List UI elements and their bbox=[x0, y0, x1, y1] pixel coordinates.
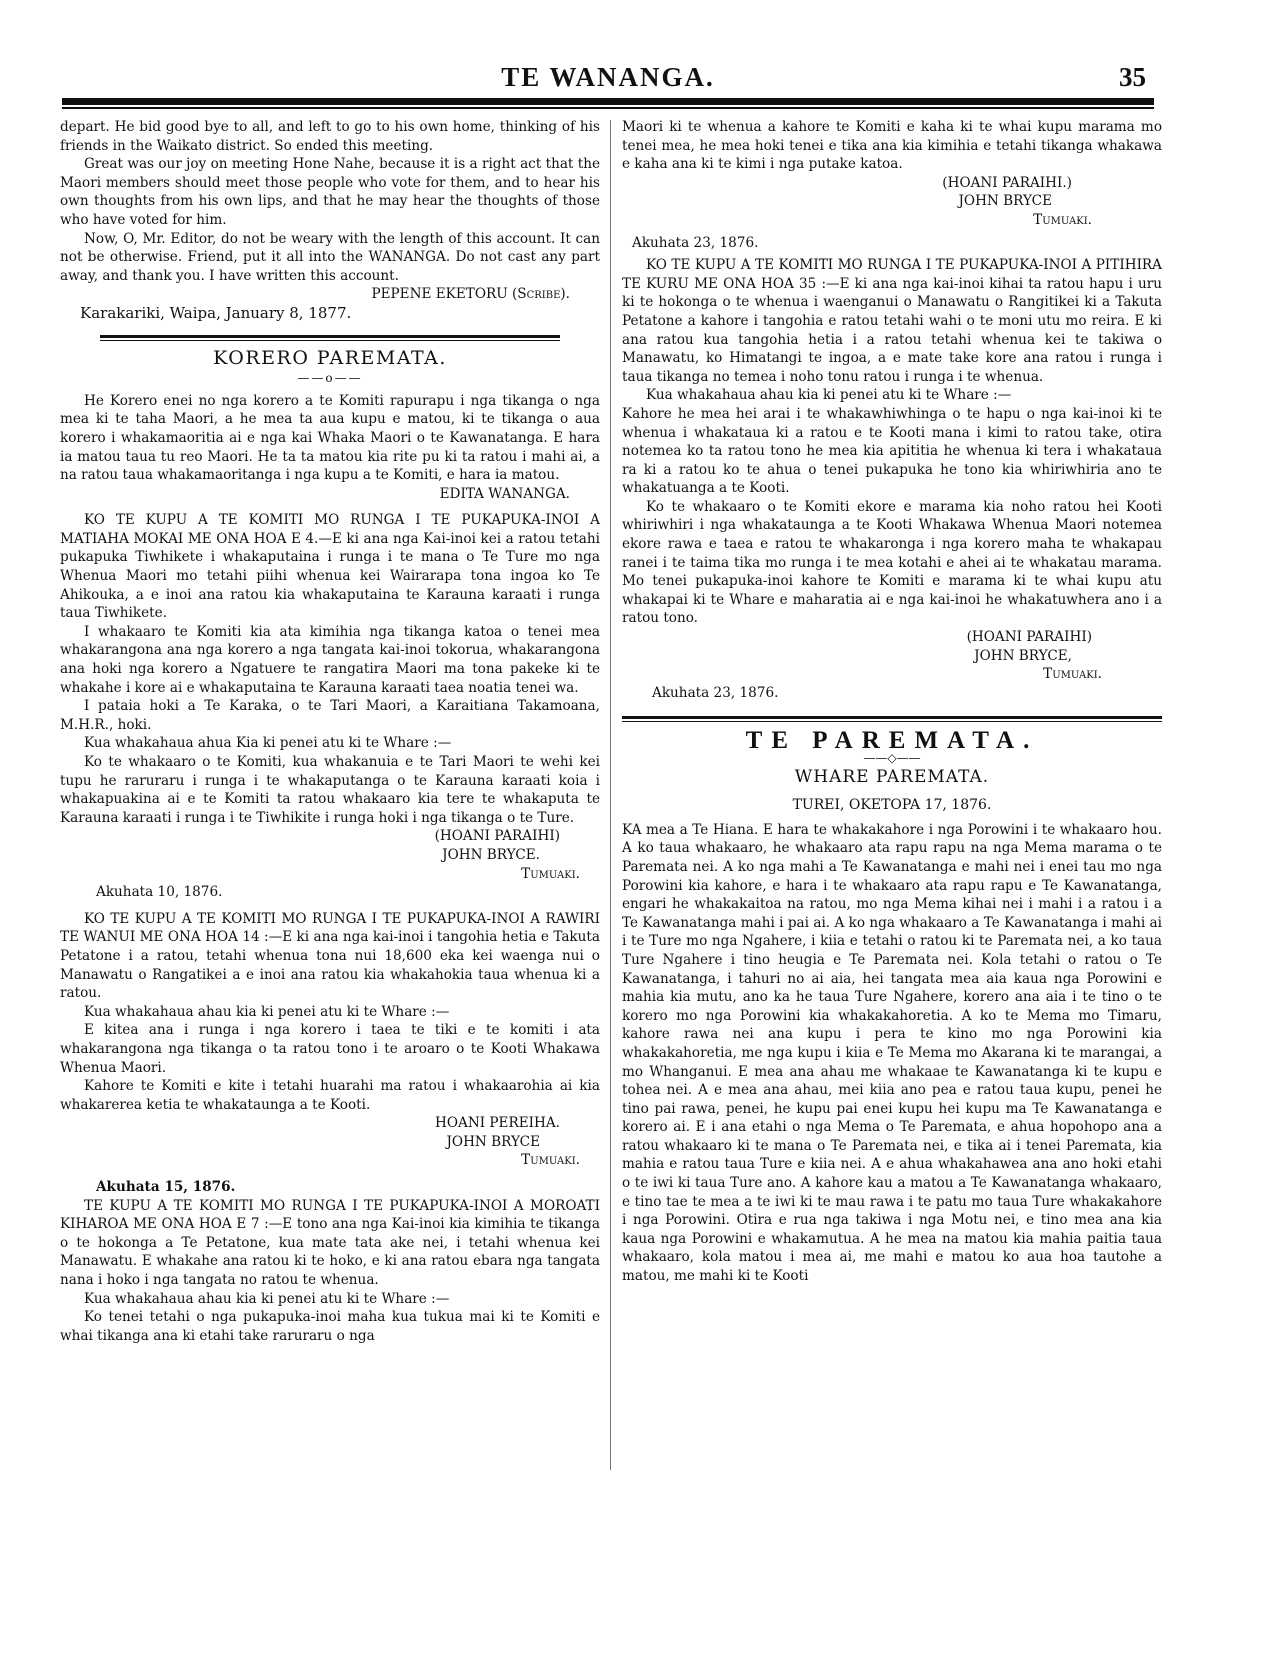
paragraph: KO TE KUPU A TE KOMITI MO RUNGA I TE PUKAPUKA-INOI A PITIHIRA TE KURU ME ONA HOA 35 :—E ki ana nga kai-inoi kihai ta ratou hapu i uru ki te hokonga o te whenua i waenganui o Manawatu o Rangitikei ki a Takuta Petatone a kahore i tangohia e ratou tetahi wahi o te moni utu mo reira. E ki ana ratou kua tangohia hetia i a ratou tetahi whenua kei te takiwa o Manawatu, ko Himatangi te ingoa, a e mate take kore ana ratou i runga i taua tikanga no temea i noho tonu ratou i runga i te whenua. bbox=[622, 257, 1162, 385]
signature-block bbox=[60, 1114, 580, 1170]
section-rule bbox=[100, 335, 560, 341]
paragraph: Kua whakahaua ahau kia ki penei atu ki te Whare :— bbox=[84, 1003, 450, 1020]
paragraph: TE KUPU A TE KOMITI MO RUNGA I TE PUKAPUKA-INOI A MOROATI KIHAROA ME ONA HOA E 7 :—E tono ana nga Kai-inoi kia kimihia te tikanga o te hokonga a Te Petatone, kua mate tata ake nei, i tetahi whenua kei Manawatu. E whakahe ana ratou ki te hoko, e ki ana ratou ebara nga tangata nana i hoko i nga tangata no ratou te whenua. bbox=[60, 1197, 600, 1289]
dateline: Akuhata 23, 1876. bbox=[632, 234, 759, 251]
paragraph: KO TE KUPU A TE KOMITI MO RUNGA I TE PUKAPUKA-INOI A RAWIRI TE WANUI ME ONA HOA 14 :—E ki ana nga kai-inoi i tangohia hetia e Takuta Petatone i a ratou, tetahi whenua tona nui 18,600 eka kei waenga nui o Manawatu o Rangatikei a e inoi ana ratou kia whakahokia taua whenua ki a ratou. bbox=[60, 910, 600, 1002]
signature-line: (HOANI PARAIHI) bbox=[434, 828, 560, 845]
signature-line: Tumuaki. bbox=[1043, 666, 1102, 683]
page-number: 35 bbox=[1119, 62, 1146, 92]
right-column bbox=[622, 118, 1162, 1286]
paragraph: He Korero enei no nga korero a te Komiti rapurapu i nga tikanga o nga mea ki te taha Maori, a he mea ta aua kupu e matou, ki te tikanga o aua korero i whakamaoritia ai e nga kai Whaka Maori o te Kawanatanga. E hara ia matou taua tu reo Maori. He ta ta matou kia rite pu ki ta ratou i mahi ai, a na ratou taua whakamaoritanga i nga kupu a te Komiti, e hara ia matou. bbox=[60, 392, 600, 484]
signature-block bbox=[60, 827, 580, 883]
paragraph: Kua whakahaua ahua Kia ki penei atu ki te Whare :— bbox=[84, 735, 452, 752]
left-column bbox=[60, 118, 600, 1345]
signature-line: (HOANI PARAIHI) bbox=[966, 629, 1092, 646]
dateline: Karakariki, Waipa, January 8, 1877. bbox=[80, 303, 352, 322]
paragraph: Kahore te Komiti e kite i tetahi huarahi ma ratou i whakaarohia ai kia whakarerea ketia te whakataunga a te Kooti. bbox=[60, 1078, 600, 1113]
paragraph: KO TE KUPU A TE KOMITI MO RUNGA I TE PUKAPUKA-INOI A MATIAHA MOKAI ME ONA HOA E 4.—E ki ana nga Kai-inoi kei a ratou tetahi pukapuka Tiwhikete i whakaputaina i runga i te mana o Te Ture mo nga Whenua Maori mo tetahi piihi whenua kei Wairarapa tona ingoa ko Te Ahikouka, a e inoi ana ratou kia whakaputaina te Karauna karaati i runga taua Tiwhikete. bbox=[60, 512, 600, 622]
paragraph: Maori ki te whenua a kahore te Komiti e kaha ki te whai kupu marama mo tenei mea, he mea hoki tenei e tika ana kia kimihia e tetahi tikanga whakawa e kaha ana ki te kimi i nga putake katoa. bbox=[622, 119, 1162, 173]
signature-line: Tumuaki. bbox=[521, 865, 580, 882]
paragraph: I whakaaro te Komiti kia ata kimihia nga tikanga katoa o tenei mea whakarangona ana nga korero a nga tangata kai-inoi tokorua, whakarangona ana hoki nga korero a Ngatuere te rangatira Maori ma tona pakeke ki te whakahe i kore ai e whakaputaina te Karauna karaati taea noatia tenei wa. bbox=[60, 623, 600, 696]
masthead bbox=[62, 62, 1154, 102]
signature-line: HOANI PEREIHA. bbox=[435, 1115, 560, 1132]
signature-line: JOHN BRYCE bbox=[446, 1133, 540, 1150]
paragraph: E kitea ana i runga i nga korero i taea te tiki e te komiti i ata whakarangona nga tikanga o ta ratou tono i te aroaro o te Kooti Whakawa Whenua Maori. bbox=[60, 1022, 600, 1076]
paragraph: Great was our joy on meeting Hone Nahe, because it is a right act that the Maori members should meet those people who vote for them, and to hear his own thoughts from his own lips, and that he may hear the thoughts of those who have voted for him. bbox=[60, 156, 600, 228]
signature-line: Tumuaki. bbox=[521, 1152, 580, 1169]
signature-line: JOHN BRYCE. bbox=[442, 846, 540, 863]
dateline: Akuhata 15, 1876. bbox=[96, 1179, 236, 1196]
editor-signature: EDITA WANANGA. bbox=[439, 485, 570, 502]
header-rule bbox=[62, 98, 1154, 105]
newspaper-title: TE WANANGA. bbox=[501, 62, 715, 92]
paragraph: Ko te whakaaro o te Komiti ekore e marama kia noho ratou hei Kooti whiriwhiri i nga whakataunga a te Kooti Whakawa Whenua Maori notemea ekore rawa e taea e ratou te whakaronga i nga korero maha te whakapau ranei i te taima tika mo runga i te mea kotahi e ahei ai te whakatau marama. Mo tenei pukapuka-inoi kahore te Komiti e marama ki te whai kupu atu whakapai ki te Whare e maharatia ai e nga kai-inoi he whakatuwhera ano i a ratou tono. bbox=[622, 498, 1162, 627]
column-divider bbox=[610, 120, 611, 1470]
signature-line: Tumuaki. bbox=[1033, 211, 1092, 228]
header-rule-thin bbox=[62, 107, 1154, 109]
paragraph: Kahore he mea hei arai i te whakawhiwhinga o te hapu o nga kai-inoi ki te whenua i whakataua ki a ratou e te Kooti mana i kimi to ratou take, otira notemea ko ta ratou tono he mea kia apititia he whenua ki tera i whakataua ra ki a ratou ko te ahua o tenei pukapuka he tono kia whiriwhiria ano te whakatuanga a te Kooti. bbox=[622, 405, 1162, 497]
paragraph: Kua whakahaua ahau kia ki penei atu ki te Whare :— bbox=[646, 387, 1012, 404]
signature-line: JOHN BRYCE, bbox=[974, 647, 1072, 664]
paragraph: I pataia hoki a Te Karaka, o te Tari Maori, a Karaitiana Takamoana, M.H.R., hoki. bbox=[60, 698, 600, 733]
paragraph: depart. He bid good bye to all, and left to go to his own home, thinking of his friends in the Waikato district. So ended this meeting. bbox=[60, 119, 600, 154]
section-ornament: ——o—— bbox=[297, 371, 363, 386]
section-subtitle: WHARE PAREMATA. bbox=[794, 766, 990, 787]
paragraph: Ko te whakaaro o te Komiti, kua whakanuia e te Tari Maori te wehi kei tupu he raruraru i runga i te whakaputanga o te Karauna karaati koia i whakapuakina ai e te Komiti ta ratou whakaaro kia tere te whakaputa te Karauna karaati i runga i te Tiwhikite i runga hoki i nga tikanga o te Ture. bbox=[60, 754, 600, 826]
section-title: KORERO PAREMATA. bbox=[213, 346, 447, 369]
paragraph: Ko tenei tetahi o nga pukapuka-inoi maha kua tukua mai ki te Komiti e whai tikanga ana ki etahi take raruraru o nga bbox=[60, 1309, 600, 1344]
section-title: TE PAREMATA. bbox=[745, 727, 1039, 755]
signature-line: JOHN BRYCE bbox=[958, 193, 1052, 210]
paragraph: Now, O, Mr. Editor, do not be weary with the length of this account. It can not be otherwise. Friend, put it all into the WANANGA. Do not cast any part away, and thank you. I have written this account. bbox=[60, 230, 600, 284]
dateline: Akuhata 10, 1876. bbox=[96, 884, 223, 901]
paragraph: KA mea a Te Hiana. E hara te whakakahore i nga Porowini i te whakaaro hou. A ko taua whakaaro, he whakaaro ata rapu rapu na nga Mema marama o te Paremata nei. A ko nga mahi a Te Kawanatanga e mahi nei i enei tau mo nga Porowini kia kahore, e hara i te whakaaro ata rapu rapu e Te Kawanatanga, engari he whakakaitoa na ratou, mo nga Mema kihai nei i mahi i a ratou i a Te Kawanatanga mahi i pai ai. A ko nga whakaaro a Te Kawanatanga i mahi ai i te Ture mo nga Ngahere, i kiia e tetahi o ratou ki te Paremata nei, a ko taua Ture Ngahere i tino heugia e Te Paremata nei. Kola tetahi o ratou o Te Kawanatanga, i tahuri no ai aia, hei tangata mea aia kaua nga Porowini e mahia kia mutu, ano ka he taua Ture Ngahere, korero ana aia i te tino o te korero mo nga Porowini kia whakakahoretia. A ko te Mema mo Timaru, kahore rawa nei ana kupu i pera te kino mo nga Porowini kia whakakahoretia, me nga kupu i kiia e Te Mema mo Akarana ki te marangai, a mo Whanganui. E mea ana ahau me whakaae te Kawanatanga ki te kupu e tohea nei. A e mea ana ahau, mei kiia ano pea e ratou taua kupu, penei he tino pai rawa, penei, he kupu pai enei kupu hei kupu ma Te Kawanatanga e korero ai. E i ana etahi o nga Mema o Te Paremata, e ahua hopohopo ana a ratou whakaaro ki te mana o Te Paremata nei, e tika ai i tenei Paremata, kia mahia e ratou taua Ture e kiia nei. A e ahua whakahawea ana ano hoki etahi o te iwi ki taua Ture ano. A kahore kau a matou a Te Kawanatanga whakaaro, e tino tae te mea a te iwi ki te mau rawa i te patu mo taua Ture whakakahore i nga Porowini. Otira e rua nga takiwa i nga Motu nei, e tino mea ana kia kaua nga Porowini e whakamutua. A he mea na matou kia mahia paitia taua whakaaro, kola matou i mea ai, me mahi e matou ko aua hoa tautohe a matou, me mahi ki te Kooti bbox=[622, 821, 1162, 1285]
session-date: TUREI, OKETOPA 17, 1876. bbox=[792, 797, 992, 814]
signature-line: (HOANI PARAIHI.) bbox=[942, 174, 1072, 191]
paragraph: Kua whakahaua ahau kia ki penei atu ki te Whare :— bbox=[84, 1290, 450, 1307]
signature: PEPENE EKETORU (Scribe). bbox=[371, 286, 570, 303]
section-ornament: ——◇—— bbox=[863, 751, 921, 765]
dateline: Akuhata 23, 1876. bbox=[652, 684, 779, 701]
signature-block bbox=[622, 174, 1092, 230]
signature-block bbox=[622, 628, 1102, 684]
section-rule bbox=[622, 716, 1162, 722]
